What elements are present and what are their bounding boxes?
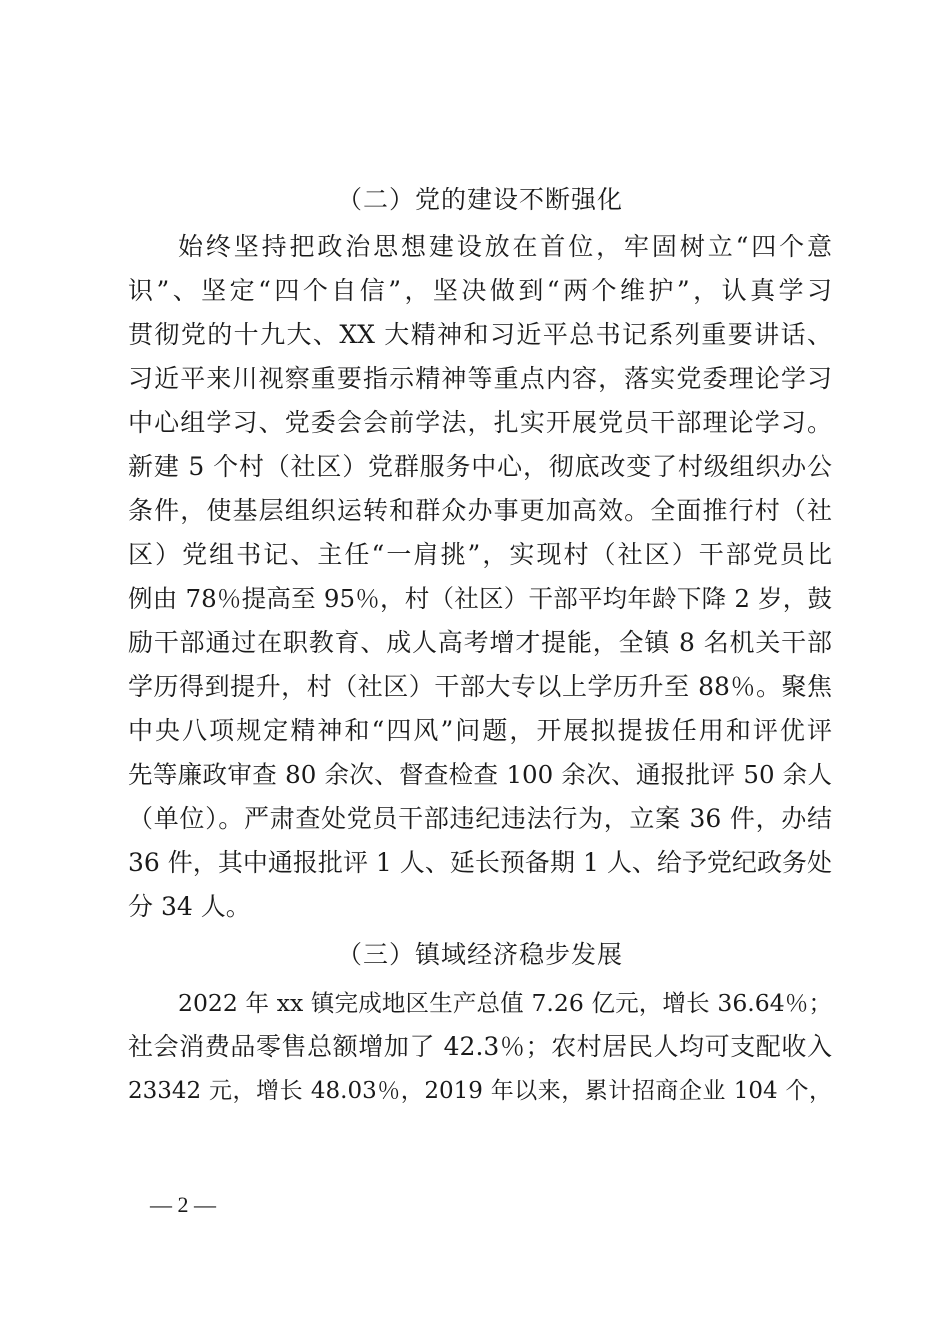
paragraph-line: 社会消费品零售总额增加了 42.3％；农村居民人均可支配收入 [128,1032,832,1061]
paragraph-line: 36 件，其中通报批评 1 人、延长预备期 1 人、给予党纪政务处 [128,848,832,877]
paragraph-line: 习近平来川视察重要指示精神等重点内容，落实党委理论学习 [128,364,832,393]
section-heading-economy: （三）镇域经济稳步发展 [336,940,623,969]
paragraph-line: 中心组学习、党委会会前学法，扎实开展党员干部理论学习。 [128,408,832,437]
paragraph-line: 分 34 人。 [128,892,251,921]
paragraph-line: 励干部通过在职教育、成人高考增才提能，全镇 8 名机关干部 [128,628,832,657]
paragraph-line: （单位）。严肃查处党员干部违纪违法行为，立案 36 件，办结 [128,804,832,833]
paragraph-line: 23342 元，增长 48.03％，2019 年以来，累计招商企业 104 个， [128,1078,832,1104]
paragraph-line: 区）党组书记、主任“一肩挑”，实现村（社区）干部党员比 [128,540,832,569]
paragraph-line: 新建 5 个村（社区）党群服务中心，彻底改变了村级组织办公 [128,452,832,481]
paragraph-line: 学历得到提升，村（社区）干部大专以上学历升至 88％。聚焦 [128,672,832,701]
paragraph-line: 2022 年 xx 镇完成地区生产总值 7.26 亿元，增长 36.64％； [178,989,832,1017]
paragraph-line: 先等廉政审查 80 余次、督查检查 100 余次、通报批评 50 余人 [128,760,832,789]
section-heading-party-building: （二）党的建设不断强化 [336,185,623,214]
paragraph-line: 中央八项规定精神和“四风”问题，开展拟提拔任用和评优评 [128,716,832,745]
paragraph-line: 例由 78％提高至 95％，村（社区）干部平均年龄下降 2 岁，鼓 [128,584,832,613]
paragraph-line: 条件，使基层组织运转和群众办事更加高效。全面推行村（社 [128,496,832,525]
paragraph-line: 贯彻党的十九大、XX 大精神和习近平总书记系列重要讲话、 [128,320,832,349]
page-number: — 2 — [150,1192,216,1217]
paragraph-line: 始终坚持把政治思想建设放在首位，牢固树立“四个意 [178,232,832,261]
paragraph-line: 识”、坚定“四个自信”，坚决做到“两个维护”，认真学习 [128,276,832,305]
